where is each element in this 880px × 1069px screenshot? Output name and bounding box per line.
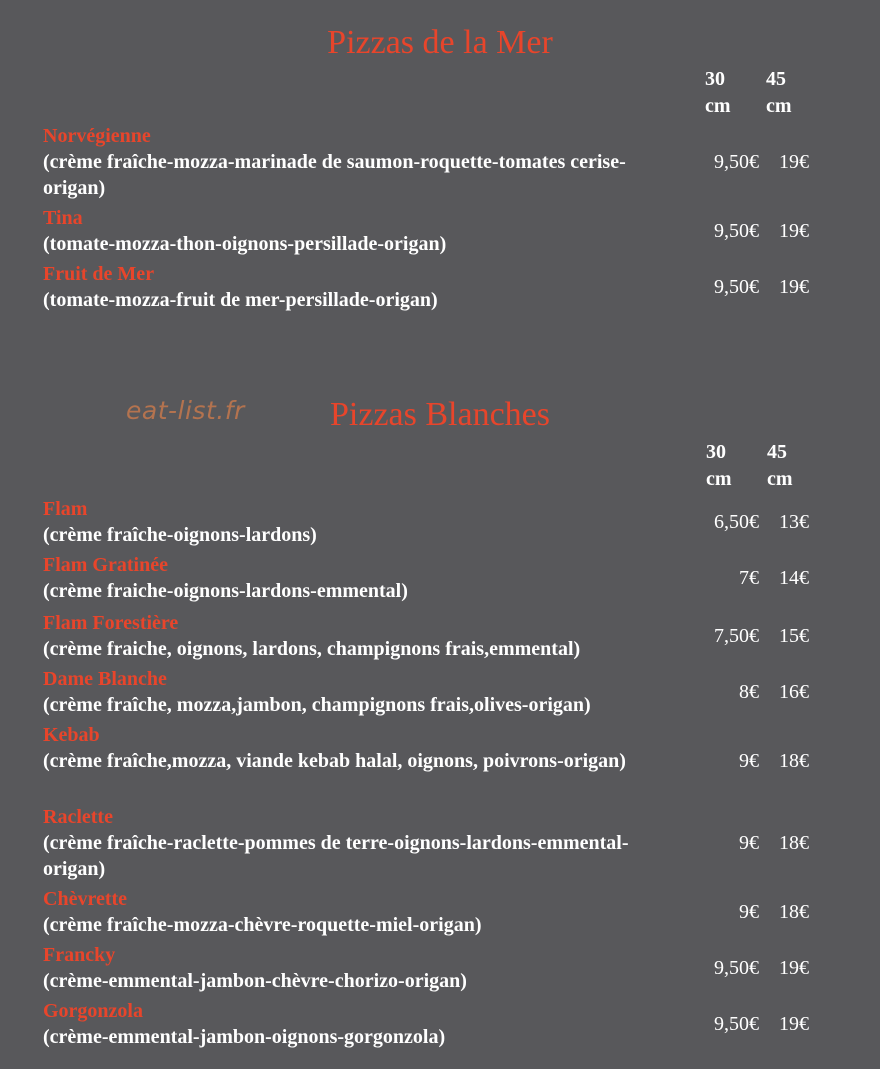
item-name: Kebab xyxy=(43,724,100,746)
item-name: Flam xyxy=(43,498,88,520)
menu-item xyxy=(43,666,683,718)
price-30cm: 9,50€ xyxy=(714,1013,759,1035)
menu-item xyxy=(43,496,683,548)
price-45cm: 13€ xyxy=(779,511,809,533)
item-name: Dame Blanche xyxy=(43,668,167,690)
price-30cm: 9,50€ xyxy=(714,151,759,173)
size-header-45 xyxy=(766,66,792,120)
menu-item xyxy=(43,610,683,662)
item-description: (crème fraîche,mozza, viande kebab halal, oignons, poivrons-origan) xyxy=(43,750,626,772)
item-description: (crème fraîche-mozza-chèvre-roquette-miel-origan) xyxy=(43,914,482,936)
price-45cm: 19€ xyxy=(779,151,809,173)
size-header-30 xyxy=(706,439,732,493)
item-description: (crème fraîche-raclette-pommes de terre-oignons-lardons-emmental-origan) xyxy=(43,832,629,880)
price-30cm: 9€ xyxy=(739,832,759,854)
size-header-unit: cm xyxy=(766,95,792,117)
item-description: (crème fraîche-mozza-marinade de saumon-roquette-tomates cerise-origan) xyxy=(43,151,626,199)
item-name: Norvégienne xyxy=(43,125,151,147)
price-45cm: 18€ xyxy=(779,901,809,923)
price-30cm: 9€ xyxy=(739,901,759,923)
item-description: (crème fraiche, oignons, lardons, champignons frais,emmental) xyxy=(43,638,581,660)
section-title-blanches: Pizzas Blanches xyxy=(330,396,550,433)
price-45cm: 19€ xyxy=(779,276,809,298)
menu-item xyxy=(43,552,683,604)
item-name: Chèvrette xyxy=(43,888,128,910)
item-name: Francky xyxy=(43,944,116,966)
price-45cm: 15€ xyxy=(779,625,809,647)
price-30cm: 9€ xyxy=(739,750,759,772)
menu-item xyxy=(43,123,683,201)
price-45cm: 19€ xyxy=(779,1013,809,1035)
price-45cm: 18€ xyxy=(779,750,809,772)
price-30cm: 9,50€ xyxy=(714,276,759,298)
menu-item xyxy=(43,942,683,994)
item-description: (crème fraiche-oignons-lardons-emmental) xyxy=(43,580,408,602)
price-30cm: 8€ xyxy=(739,681,759,703)
menu-item xyxy=(43,998,683,1050)
menu-item xyxy=(43,886,683,938)
size-header-number: 30 xyxy=(705,68,725,90)
price-30cm: 7,50€ xyxy=(714,625,759,647)
item-description: (tomate-mozza-thon-oignons-persillade-origan) xyxy=(43,233,447,255)
menu-item xyxy=(43,205,683,257)
item-description: (crème fraîche, mozza,jambon, champignons frais,olives-origan) xyxy=(43,694,591,716)
item-name: Flam Forestière xyxy=(43,612,179,634)
size-header-number: 45 xyxy=(767,441,787,463)
item-description: (crème-emmental-jambon-oignons-gorgonzola) xyxy=(43,1026,446,1048)
menu-item xyxy=(43,261,683,313)
item-name: Fruit de Mer xyxy=(43,263,155,285)
price-45cm: 16€ xyxy=(779,681,809,703)
price-30cm: 9,50€ xyxy=(714,957,759,979)
price-30cm: 7€ xyxy=(739,567,759,589)
price-45cm: 19€ xyxy=(779,220,809,242)
price-30cm: 9,50€ xyxy=(714,220,759,242)
item-name: Tina xyxy=(43,207,83,229)
size-header-30 xyxy=(705,66,731,120)
menu-item xyxy=(43,722,683,774)
watermark-logo: eat-list.fr xyxy=(126,396,245,425)
size-header-unit: cm xyxy=(706,468,732,490)
item-description: (crème-emmental-jambon-chèvre-chorizo-origan) xyxy=(43,970,467,992)
item-name: Raclette xyxy=(43,806,113,828)
size-header-45 xyxy=(767,439,793,493)
price-45cm: 19€ xyxy=(779,957,809,979)
item-description: (crème fraîche-oignons-lardons) xyxy=(43,524,317,546)
section-title-mer: Pizzas de la Mer xyxy=(327,24,553,61)
menu-item xyxy=(43,804,683,882)
size-header-number: 45 xyxy=(766,68,786,90)
price-45cm: 14€ xyxy=(779,567,809,589)
size-header-unit: cm xyxy=(767,468,793,490)
item-name: Flam Gratinée xyxy=(43,554,168,576)
size-header-unit: cm xyxy=(705,95,731,117)
size-header-number: 30 xyxy=(706,441,726,463)
item-name: Gorgonzola xyxy=(43,1000,143,1022)
price-45cm: 18€ xyxy=(779,832,809,854)
item-description: (tomate-mozza-fruit de mer-persillade-origan) xyxy=(43,289,438,311)
price-30cm: 6,50€ xyxy=(714,511,759,533)
